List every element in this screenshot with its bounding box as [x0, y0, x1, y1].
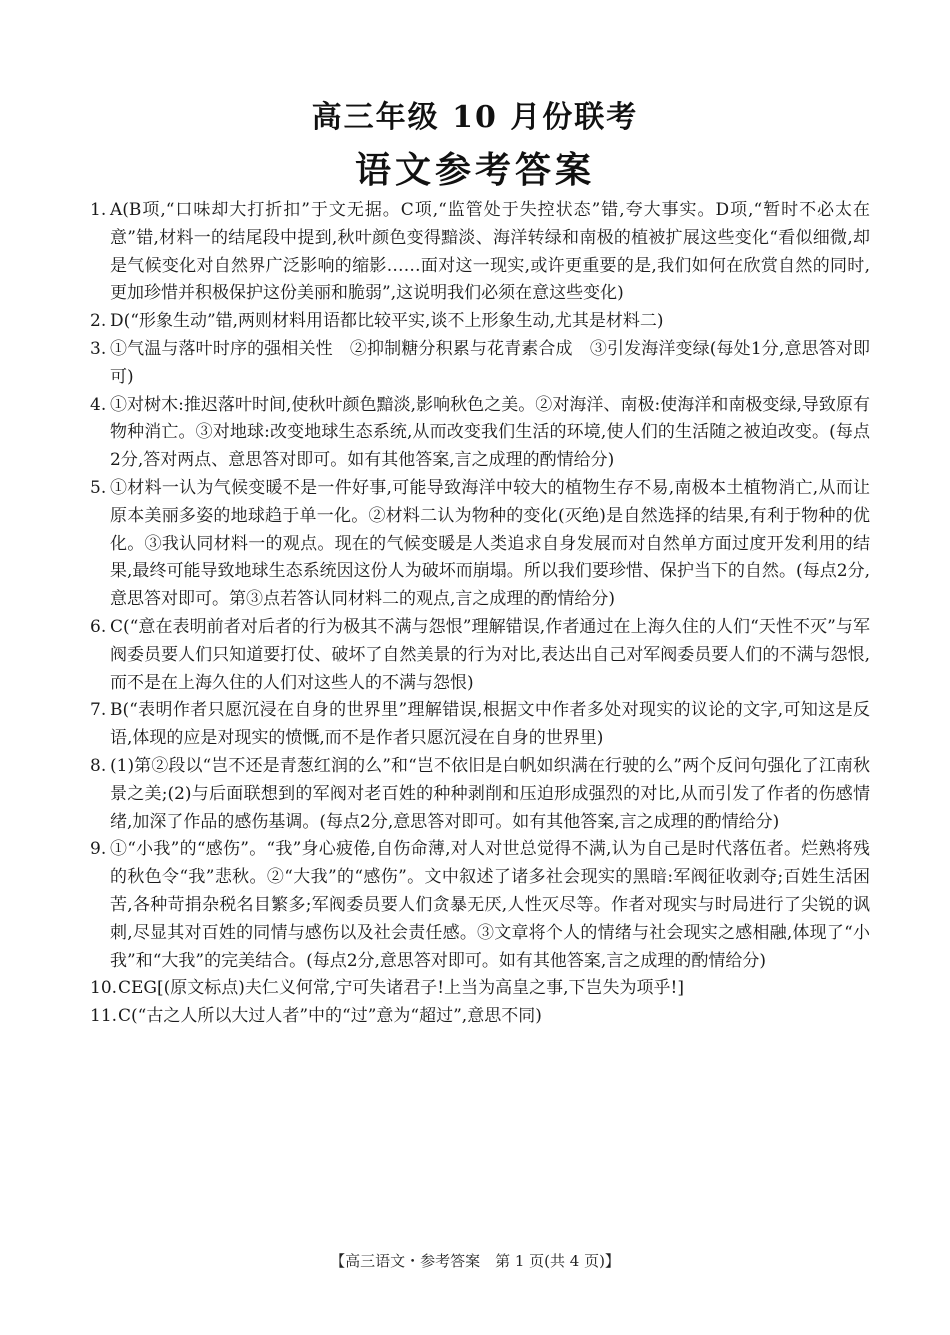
answer-text: ①对树木:推迟落叶时间,使秋叶颜色黯淡,影响秋色之美。②对海洋、南极:使海洋和南极变绿,导致原有物种消亡。③对地球:改变地球生态系统,从而改变我们生活的环境,使人们的生活随之被迫改变。(每点2分,答对两点、意思答对即可。如有其他答案,言之成理的酌情给分) [110, 394, 870, 471]
answer-number: 3. [90, 338, 107, 359]
answer-text: ①“小我”的“感伤”。“我”身心疲倦,自伤命薄,对人对世总觉得不满,认为自己是时代落伍者。烂熟将残的秋色令“我”悲秋。②“大我”的“感伤”。文中叙述了诸多社会现实的黑暗:军阀征收剥夺;百姓生活困苦,各种苛捐杂税名目繁多;军阀委员要人们贪暴无厌,人性灭尽等。作者对现实与时局进行了尖锐的讽刺,尽显其对百姓的同情与感伤以及社会责任感。③文章将个人的情绪与社会现实之感相融,体现了“小我”和“大我”的完美结合。(每点2分,意思答对即可。如有其他答案,言之成理的酌情给分) [110, 839, 870, 971]
answer-list [90, 197, 870, 1031]
answer-item-2 [90, 308, 870, 336]
answer-text: ①气温与落叶时序的强相关性 ②抑制糖分积累与花青素合成 ③引发海洋变绿(每处1分,意思答对即可) [110, 338, 870, 387]
answer-text: C(“古之人所以大过人者”中的“过”意为“超过”,意思不同) [118, 1006, 542, 1027]
answer-number: 8. [90, 755, 107, 776]
answer-key-title: 语文参考答案 [354, 149, 595, 191]
answer-item-11 [90, 1003, 870, 1031]
answer-number: 10. [90, 978, 118, 999]
answer-text: ①材料一认为气候变暖不是一件好事,可能导致海洋中较大的植物生存不易,南极本土植物消亡,从而让原本美丽多姿的地球趋于单一化。②材料二认为物种的变化(灭绝)是自然选择的结果,有利于物种的优化。③我认同材料一的观点。现在的气候变暖是人类追求自身发展而对自然单方面过度开发利用的结果,最终可能导致地球生态系统因这份人为破坏而崩塌。所以我们要珍惜、保护当下的自然。(每点2分,意思答对即可。第③点若答认同材料二的观点,言之成理的酌情给分) [110, 477, 870, 610]
answer-number: 2. [90, 311, 107, 332]
answer-number: 11. [90, 1006, 118, 1027]
exam-title: 高三年级 10 月份联考 [311, 100, 639, 135]
page-footer: 【高三语文・参考答案 第 1 页(共 4 页)】 [330, 1252, 620, 1270]
answer-item-10 [90, 975, 870, 1003]
answer-item-9 [90, 836, 870, 975]
answer-number: 7. [90, 700, 107, 721]
answer-item-4 [90, 392, 870, 475]
answer-item-7 [90, 697, 870, 753]
answer-text: C(“意在表明前者对后者的行为极其不满与怨恨”理解错误,作者通过在上海久住的人们“天性不灭”与军阀委员要人们只知道要打仗、破坏了自然美景的行为对比,表达出自己对军阀委员要人们的不满与怨恨,而不是在上海久住的人们对这些人的不满与怨恨) [110, 616, 870, 693]
answer-item-6 [90, 614, 870, 697]
answer-number: 6. [90, 616, 107, 637]
answer-text: D(“形象生动”错,两则材料用语都比较平实,谈不上形象生动,尤其是材料二) [110, 311, 664, 332]
answer-number: 9. [90, 839, 107, 860]
answer-item-8 [90, 753, 870, 836]
answer-number: 4. [90, 394, 107, 415]
answer-item-5 [90, 475, 870, 614]
answer-number: 5. [90, 477, 107, 498]
answer-text: A(B项,“口味却大打折扣”于文无据。C项,“监管处于失控状态”错,夸大事实。D项,“暂时不必太在意”错,材料一的结尾段中提到,秋叶颜色变得黯淡、海洋转绿和南极的植被扩展这些变化“看似细微,却是气候变化对自然界广泛影响的缩影……面对这一现实,或许更重要的是,我们如何在欣赏自然的同时,更加珍惜并积极保护这份美丽和脆弱”,这说明我们必须在意这些变化) [110, 200, 870, 304]
answer-text: (1)第②段以“岂不还是青葱红润的么”和“岂不依旧是白帆如织满在行驶的么”两个反问句强化了江南秋景之美;(2)与后面联想到的军阀对老百姓的种种剥削和压迫形成强烈的对比,从而引发了作者的伤感情绪,加深了作品的感伤基调。(每点2分,意思答对即可。如有其他答案,言之成理的酌情给分) [110, 755, 870, 832]
answer-number: 1. [90, 200, 107, 220]
answer-item-1 [90, 197, 870, 308]
answer-text: B(“表明作者只愿沉浸在自身的世界里”理解错误,根据文中作者多处对现实的议论的文字,可知这是反语,体现的应是对现实的愤慨,而不是作者只愿沉浸在自身的世界里) [110, 700, 870, 749]
answer-item-3 [90, 336, 870, 392]
answer-text: CEG[(原文标点)夫仁义何常,宁可失诸君子!上当为高皇之事,下岂失为项乎!] [118, 978, 684, 999]
